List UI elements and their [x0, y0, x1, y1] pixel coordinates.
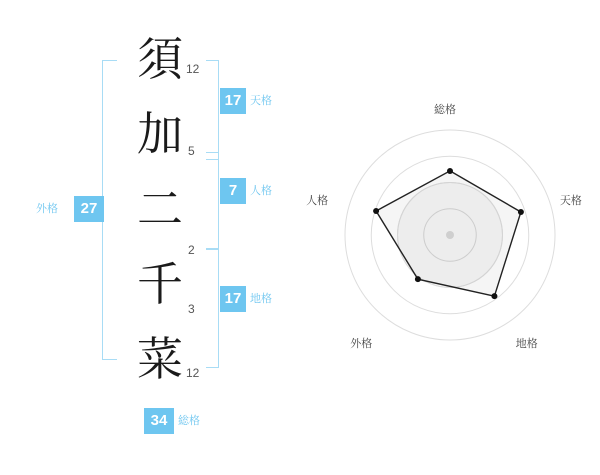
stroke-count: 2 [188, 243, 195, 257]
name-stroke-diagram [0, 0, 300, 470]
kanji-char: 千 [137, 257, 183, 311]
radar-axis-label-chikaku: 地格 [515, 337, 538, 350]
radar-chart [300, 0, 600, 470]
radar-axis-label-soukaku: 総格 [434, 104, 456, 116]
badge-tenkaku-value: 17 [220, 88, 246, 114]
stroke-count: 5 [188, 144, 195, 158]
stroke-count: 12 [186, 62, 200, 76]
kanji-char: 菜 [137, 332, 183, 386]
radar-axis-label-tenkaku: 天格 [559, 194, 582, 207]
tenkaku-bracket [206, 60, 219, 160]
badge-soukaku-value: 34 [144, 408, 174, 434]
badge-tenkaku-label: 天格 [250, 95, 272, 107]
radar-axis-label-gaikaku: 外格 [350, 337, 373, 350]
jinkaku-bracket [206, 152, 219, 250]
kanji-char: 二 [137, 182, 183, 236]
radar-chart-svg [300, 0, 600, 470]
stroke-count: 12 [186, 366, 200, 380]
kanji-column [130, 22, 190, 397]
badge-jinkaku-value: 7 [220, 178, 246, 204]
kanji-char: 須 [137, 32, 183, 86]
radar-axis-label-jinkaku: 人格 [306, 194, 329, 207]
stroke-count: 3 [188, 302, 195, 316]
kanji-char: 加 [137, 107, 183, 161]
outer-bracket [102, 60, 117, 360]
badge-gaikaku-label: 外格 [36, 203, 58, 215]
chikaku-bracket [206, 248, 219, 368]
badge-gaikaku-value: 27 [74, 196, 104, 222]
badge-jinkaku-label: 人格 [250, 185, 272, 197]
badge-chikaku-label: 地格 [250, 293, 272, 305]
badge-soukaku-label: 総格 [178, 415, 200, 427]
badge-chikaku-value: 17 [220, 286, 246, 312]
